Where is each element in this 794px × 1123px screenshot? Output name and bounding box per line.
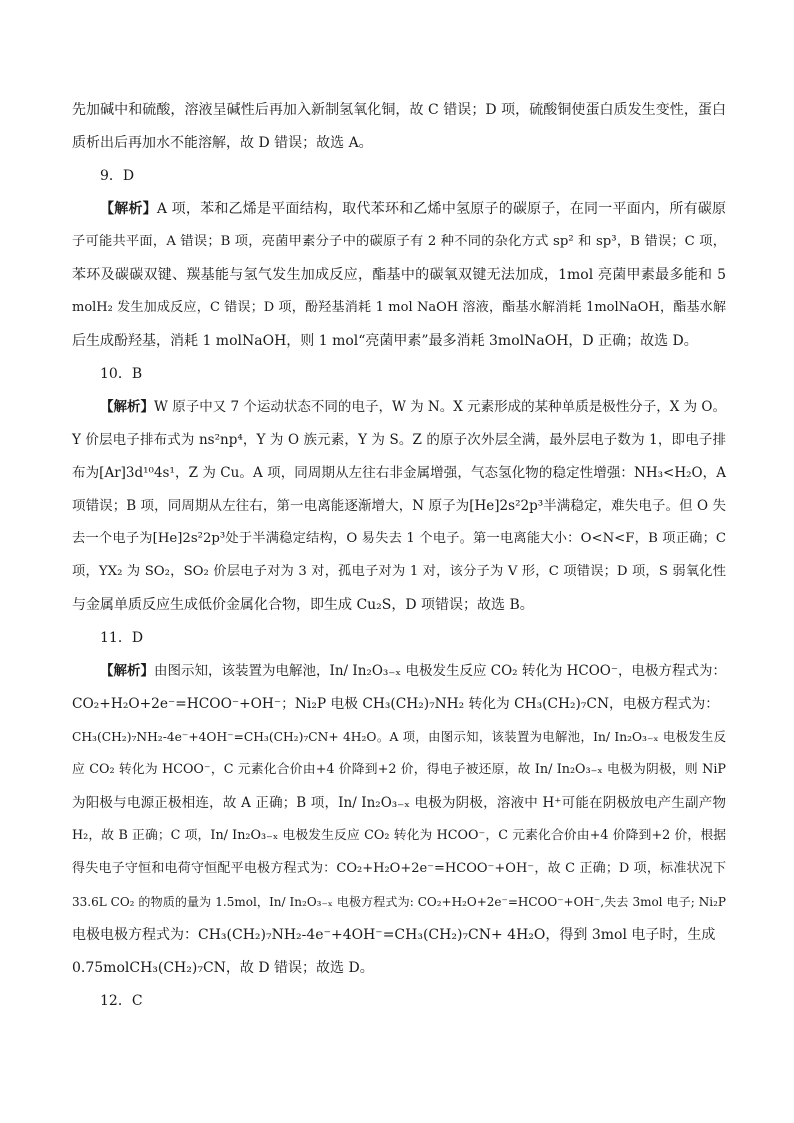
text-line: 得失电子守恒和电荷守恒配平电极方程式为：CO₂+H₂O+2e⁻=HCOO⁻+OH⁻，故 C 正确；D 项，标准状况下 bbox=[72, 861, 726, 876]
text-line: 应 CO₂ 转化为 HCOO⁻，C 元素化合价由+4 价降到+2 价，得电子被还原，故 In/ In₂O₃₋ₓ 电极为阴极，则 NiP bbox=[72, 762, 726, 777]
analysis-tag: 【解析】 bbox=[100, 201, 157, 217]
text-line: A 项，苯和乙烯是平面结构，取代苯环和乙烯中氢原子的碳原子，在同一平面内，所有碳原 bbox=[156, 201, 727, 217]
text-line: molH₂ 发生加成反应，C 错误；D 项，酚羟基消耗 1 mol NaOH 溶液，酯基水解消耗 1molNaOH，酯基水解 bbox=[72, 300, 726, 315]
analysis-line bbox=[100, 397, 726, 417]
text-line: 后生成酚羟基，消耗 1 molNaOH，则 1 mol“亮菌甲素”最多消耗 3molNaOH，D 正确；故选 D。 bbox=[72, 333, 698, 349]
text-line: CO₂+H₂O+2e⁻=HCOO⁻+OH⁻；Ni₂P 电极 CH₃(CH₂)₇NH₂ 转化为 CH₃(CH₂)₇CN，电极方程式为： bbox=[72, 696, 719, 712]
text-line: 0.75molCH₃(CH₂)₇CN，故 D 错误；故选 D。 bbox=[72, 960, 374, 976]
text-line: 去一个电子为[He]2s²2p³处于半满稳定结构，O 易失去 1 个电子。第一电离能大小：O<N<F，B 项正确；C bbox=[72, 531, 726, 546]
text-line: CH₃(CH₂)₇NH₂-4e⁻+4OH⁻=CH₃(CH₂)₇CN+ 4H₂O。A 项，由图示知，该装置为电解池，In/ In₂O₃₋ₓ 电极发生反 bbox=[72, 730, 726, 744]
text-line: 与金属单质反应生成低价金属化合物，即生成 Cu₂S，D 项错误；故选 B。 bbox=[72, 597, 534, 613]
text-line: H₂，故 B 正确；C 项，In/ In₂O₃₋ₓ 电极发生反应 CO₂ 转化为 HCOO⁻，C 元素化合价由+4 价降到+2 价，根据 bbox=[72, 828, 726, 843]
text-line: 质析出后再加水不能溶解，故 D 错误；故选 A。 bbox=[72, 135, 373, 151]
text-line: 33.6L CO₂ 的物质的量为 1.5mol，In/ In₂O₃₋ₓ 电极方程式为: CO₂+H₂O+2e⁻=HCOO⁻+OH⁻,失去 3mol 电子; Ni₂P bbox=[72, 895, 726, 909]
text-line: 子可能共平面，A 错误；B 项，亮菌甲素分子中的碳原子有 2 种不同的杂化方式 sp² 和 sp³，B 错误；C 项， bbox=[72, 234, 726, 249]
answer-number: 12．C bbox=[100, 993, 143, 1009]
answer-number: 10．B bbox=[100, 366, 143, 382]
text-line: 项错误；B 项，同周期从左往右，第一电离能逐渐增大，N 原子为[He]2s²2p³半满稳定，难失电子。但 O 失 bbox=[72, 498, 726, 514]
analysis-tag: 【解析】 bbox=[100, 663, 155, 679]
text-line: 电极电极方程式为：CH₃(CH₂)₇NH₂-4e⁻+4OH⁻=CH₃(CH₂)₇CN+ 4H₂O，得到 3mol 电子时，生成 bbox=[72, 927, 716, 943]
text-line: W 原子中又 7 个运动状态不同的电子，W 为 N。X 元素形成的某种单质是极性分子，X 为 O。 bbox=[154, 399, 727, 415]
text-line: 布为[Ar]3d¹⁰4s¹，Z 为 Cu。A 项，同周期从左往右非金属增强，气态氢化物的稳定性增强：NH₃<H₂O，A bbox=[72, 465, 726, 481]
analysis-line bbox=[100, 199, 726, 219]
text-line: 为阳极与电源正极相连，故 A 正确；B 项，In/ In₂O₃₋ₓ 电极为阴极，溶液中 H⁺可能在阴极放电产生副产物 bbox=[72, 795, 726, 811]
text-line: 由图示知，该装置为电解池，In/ In₂O₃₋ₓ 电极发生反应 CO₂ 转化为 HCOO⁻，电极方程式为： bbox=[154, 663, 726, 679]
text-line: 项，YX₂ 为 SO₂，SO₂ 价层电子对为 3 对，孤电子对为 1 对，该分子为 V 形，C 项错误；D 项，S 弱氧化性 bbox=[72, 564, 726, 579]
analysis-tag: 【解析】 bbox=[100, 399, 155, 415]
text-line: Y 价层电子排布式为 ns²np⁴，Y 为 O 族元素，Y 为 S。Z 的原子次外层全满，最外层电子数为 1，即电子排 bbox=[72, 432, 726, 448]
answer-number: 11．D bbox=[100, 630, 144, 646]
answer-number: 9．D bbox=[100, 168, 135, 184]
analysis-line bbox=[100, 661, 726, 681]
text-line: 先加碱中和硫酸，溶液呈碱性后再加入新制氢氧化铜，故 C 错误；D 项，硫酸铜使蛋白质发生变性，蛋白 bbox=[72, 102, 726, 118]
text-line: 苯环及碳碳双键、羰基能与氢气发生加成反应，酯基中的碳氧双键无法加成，1mol 亮菌甲素最多能和 5 bbox=[72, 267, 726, 283]
